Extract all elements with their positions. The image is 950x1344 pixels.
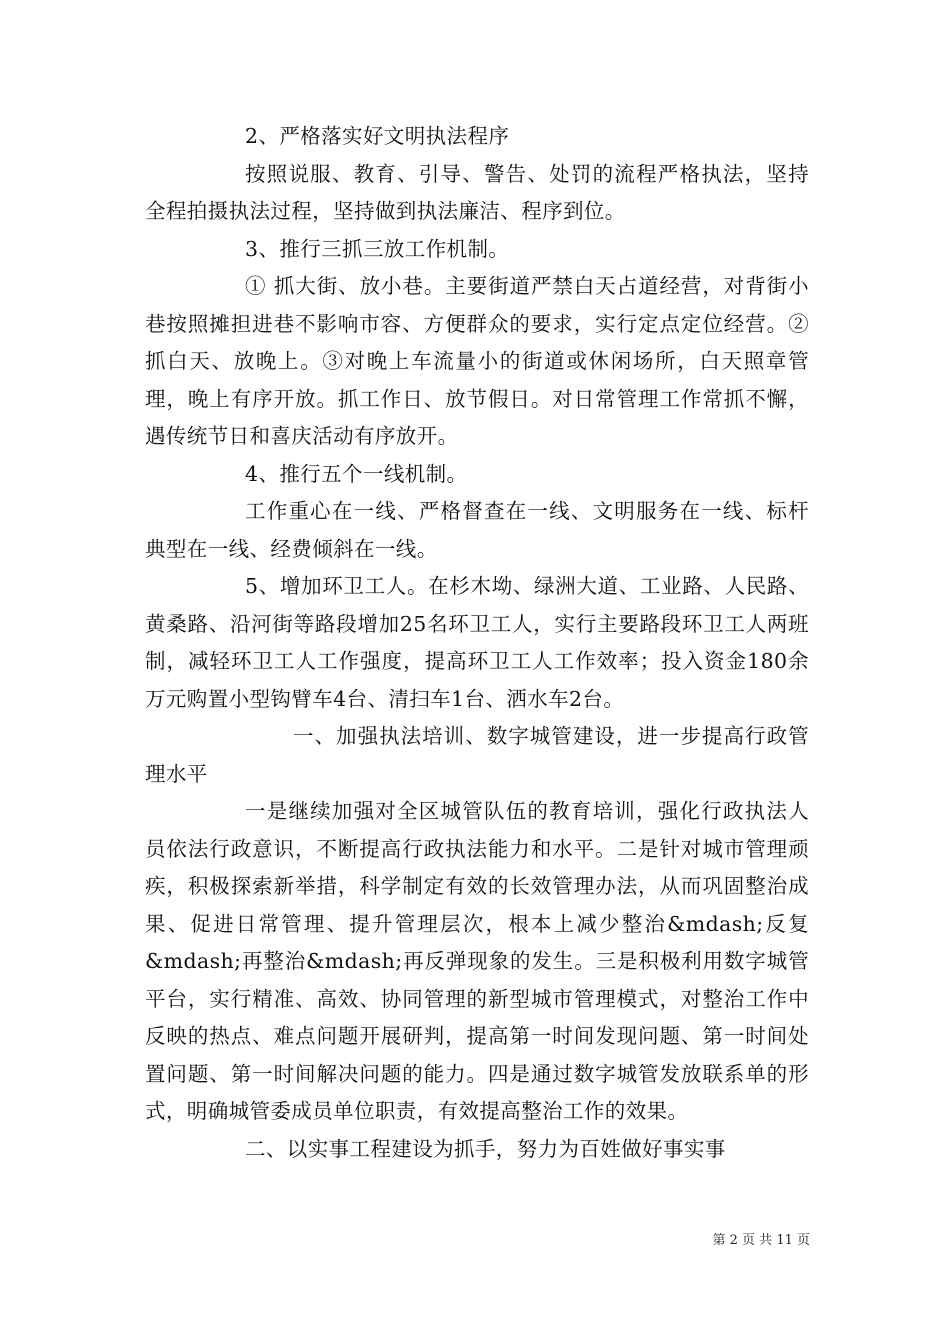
section-heading-1: 一、加强执法培训、数字城管建设，进一步提高行政管理水平 <box>145 724 809 786</box>
paragraph-section-1: 一是继续加强对全区城管队伍的教育培训，强化行政执法人员依法行政意识，不断提高行政执法能力和水平。二是针对城市管理顽疾，积极探索新举措，科学制定有效的长效管理办法，从而巩固整治成果、促进日常管理、提升管理层次，根本上减少整治&mdash;反复&mdash;再整治&mdash;再反弹现象的发生。三是积极利用数字城管平台，实行精准、高效、协同管理的新型城市管理模式，对整治工作中反映的热点、难点问题开展研判，提高第一时间发现问题、第一时间处置问题、第一时间解决问题的能力。四是通过数字城管发放联系单的形式，明确城管委成员单位职责，有效提高整治工作的效果。 <box>145 799 809 1123</box>
document-body <box>145 118 809 1168</box>
section-heading-2: 二、以实事工程建设为抓手，努力为百姓做好事实事 <box>245 1136 726 1161</box>
paragraph-item-5: 5、增加环卫工人。在杉木坳、绿洲大道、工业路、人民路、黄桑路、沿河街等路段增加25名环卫工人，实行主要路段环卫工人两班制，减轻环卫工人工作强度，提高环卫工人工作效率；投入资金180余万元购置小型钩臂车4台、清扫车1台、洒水车2台。 <box>145 574 809 711</box>
heading-item-2: 2、严格落实好文明执法程序 <box>245 124 510 148</box>
heading-item-3: 3、推行三抓三放工作机制。 <box>245 236 510 261</box>
heading-item-4: 4、推行五个一线机制。 <box>245 461 468 486</box>
paragraph-item-4: 工作重心在一线、严格督查在一线、文明服务在一线、标杆典型在一线、经费倾斜在一线。 <box>145 499 809 561</box>
page-number-footer: 第 2 页 共 11 页 <box>712 1233 810 1248</box>
paragraph-item-3: ① 抓大街、放小巷。主要街道严禁白天占道经营，对背街小巷按照摊担进巷不影响市容、方便群众的要求，实行定点定位经营。②抓白天、放晚上。③对晚上车流量小的街道或休闲场所，白天照章管理，晚上有序开放。抓工作日、放节假日。对日常管理工作常抓不懈，遇传统节日和喜庆活动有序放开。 <box>145 274 809 448</box>
paragraph-item-2: 按照说服、教育、引导、警告、处罚的流程严格执法，坚持全程拍摄执法过程，坚持做到执法廉洁、程序到位。 <box>145 161 809 223</box>
